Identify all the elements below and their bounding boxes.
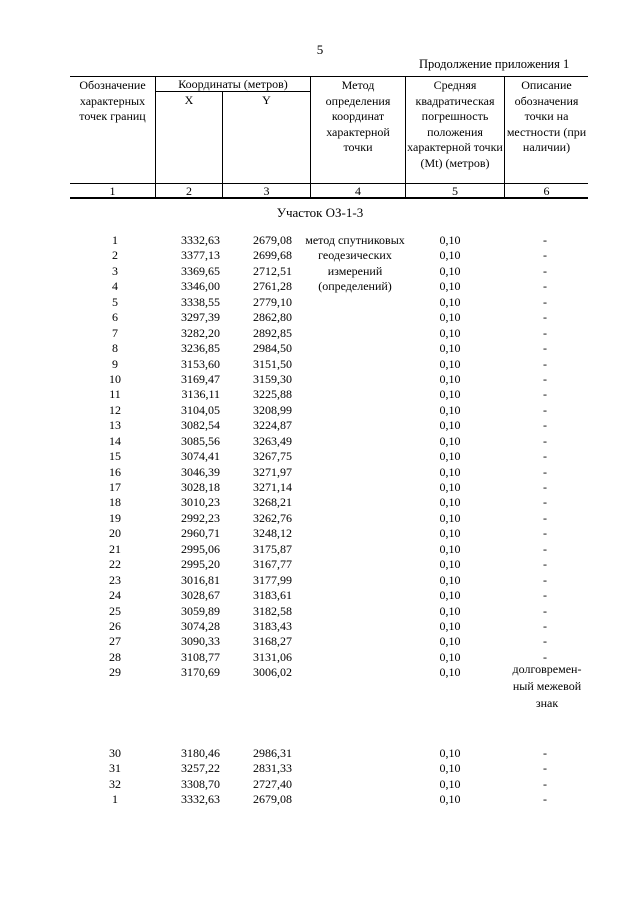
coord-x: 2995,20 (181, 557, 220, 572)
coord-y: 3271,97 (253, 464, 292, 479)
coord-y: 3262,76 (253, 510, 292, 525)
coord-y: 3267,75 (253, 449, 292, 464)
coord-x: 3090,33 (181, 634, 220, 649)
table-header (70, 76, 588, 199)
description-value: - (543, 603, 547, 618)
description-value: - (543, 294, 547, 309)
description-value: - (543, 263, 547, 278)
header-coordinates: Координаты (метров) (178, 77, 288, 91)
coord-x: 3257,22 (181, 761, 220, 776)
table-row (0, 495, 640, 510)
header-method: Метод определения координат характерной точки (325, 78, 391, 154)
coord-x: 3369,65 (181, 263, 220, 278)
point-number: 3 (112, 263, 118, 278)
point-number: 32 (109, 776, 121, 791)
point-number: 6 (112, 310, 118, 325)
table-row (0, 449, 640, 464)
error-value: 0,10 (439, 557, 461, 572)
description-value: - (543, 341, 547, 356)
coord-x: 3136,11 (181, 387, 220, 402)
table-row (0, 792, 640, 807)
error-value: 0,10 (439, 792, 461, 806)
error-value: 0,10 (439, 294, 461, 309)
coord-y: 2679,08 (253, 233, 292, 247)
coord-y: 3225,88 (253, 387, 292, 402)
point-number: 10 (109, 371, 121, 386)
coord-x: 3074,41 (181, 449, 220, 464)
point-number: 18 (109, 495, 121, 510)
error-value: 0,10 (439, 371, 461, 386)
point-number: 12 (109, 402, 121, 417)
table-row (0, 310, 640, 325)
table-row (0, 357, 640, 372)
table-row (0, 341, 640, 356)
coord-y: 3183,43 (253, 618, 292, 633)
header-number-4: 4 (355, 184, 361, 198)
header-point-designation: Обозначение характерных точек границ (79, 78, 146, 123)
error-value: 0,10 (439, 310, 461, 325)
coord-y: 2831,33 (253, 761, 292, 776)
error-value: 0,10 (439, 526, 461, 541)
table-row (0, 619, 640, 634)
point-number: 1 (112, 792, 118, 806)
page-number: 5 (316, 42, 324, 57)
point-number: 22 (109, 557, 121, 572)
coord-y: 3151,50 (253, 356, 292, 371)
point-number: 15 (109, 449, 121, 464)
table-row (0, 588, 640, 603)
coord-x: 3153,60 (181, 356, 220, 371)
description-value: - (543, 356, 547, 371)
table-row (0, 573, 640, 588)
coord-x: 3104,05 (181, 402, 220, 417)
description-value: - (543, 310, 547, 325)
description-value: - (543, 649, 547, 664)
table-row (0, 761, 640, 776)
error-value: 0,10 (439, 233, 461, 247)
description-value: - (543, 418, 547, 433)
point-number: 23 (109, 572, 121, 587)
description-value: - (543, 634, 547, 649)
coord-y: 3167,77 (253, 557, 292, 572)
error-value: 0,10 (439, 572, 461, 587)
error-value: 0,10 (439, 387, 461, 402)
error-value: 0,10 (439, 480, 461, 494)
error-value: 0,10 (439, 248, 461, 263)
coord-x: 3016,81 (181, 572, 220, 587)
coord-y: 3177,99 (253, 572, 292, 587)
header-description: Описание обозначения точки на местности (при наличии) (506, 78, 587, 154)
point-number: 30 (109, 745, 121, 760)
coord-y: 3006,02 (253, 665, 292, 680)
point-number: 28 (109, 649, 121, 664)
error-value: 0,10 (439, 495, 461, 510)
coord-y: 2892,85 (253, 325, 292, 340)
coord-y: 3248,12 (253, 526, 292, 541)
description-value: - (543, 495, 547, 510)
header-number-6: 6 (543, 184, 550, 198)
coord-x: 2992,23 (181, 510, 220, 525)
error-value: 0,10 (439, 776, 461, 791)
table-row (0, 777, 640, 792)
coord-x: 3028,67 (181, 588, 220, 603)
error-value: 0,10 (439, 263, 461, 278)
point-number: 13 (109, 418, 121, 433)
description-value: - (543, 248, 547, 263)
point-number: 29 (109, 665, 121, 680)
error-value: 0,10 (439, 588, 461, 603)
description-value: - (543, 792, 547, 806)
point-number: 7 (112, 325, 118, 340)
table-row (0, 604, 640, 619)
error-value: 0,10 (439, 618, 461, 633)
coord-x: 3074,28 (181, 618, 220, 633)
coord-y: 2862,80 (253, 310, 292, 325)
point-number: 27 (109, 634, 121, 649)
point-number: 20 (109, 526, 121, 541)
description-value: - (543, 541, 547, 556)
coord-y: 3131,06 (253, 649, 292, 664)
point-number: 1 (112, 233, 118, 247)
error-value: 0,10 (439, 418, 461, 433)
header-number-1: 1 (109, 184, 116, 198)
error-value: 0,10 (439, 341, 461, 356)
table-row (0, 465, 640, 480)
coord-x: 3332,63 (181, 792, 220, 806)
header-number-3: 3 (263, 184, 270, 198)
description-value: - (543, 402, 547, 417)
description-value: - (543, 557, 547, 572)
coord-x: 3108,77 (181, 649, 220, 664)
table-row (0, 511, 640, 526)
description-value: - (543, 510, 547, 525)
point-number: 17 (109, 480, 121, 494)
coord-y: 3168,27 (253, 634, 292, 649)
coord-x: 3236,85 (181, 341, 220, 356)
table-row (0, 387, 640, 402)
error-value: 0,10 (439, 761, 461, 776)
error-value: 0,10 (439, 402, 461, 417)
table-row (0, 295, 640, 310)
description-value: - (543, 776, 547, 791)
description-value: - (543, 387, 547, 402)
table-row (0, 403, 640, 418)
coord-y: 3182,58 (253, 603, 292, 618)
description-value: - (543, 371, 547, 386)
coord-x: 3338,55 (181, 294, 220, 309)
point-number: 25 (109, 603, 121, 618)
coord-x: 3059,89 (181, 603, 220, 618)
coord-y: 3183,61 (253, 588, 292, 603)
description-value: - (543, 761, 547, 776)
coord-y: 2699,68 (253, 248, 292, 263)
coord-x: 3046,39 (181, 464, 220, 479)
table-row (0, 434, 640, 449)
coord-x: 3308,70 (181, 776, 220, 791)
coord-x: 3028,18 (181, 480, 220, 494)
description-value: - (543, 572, 547, 587)
table-row (0, 746, 640, 761)
description-value: - (543, 618, 547, 633)
error-value: 0,10 (439, 634, 461, 649)
point-number: 11 (109, 387, 121, 402)
coord-y: 2727,40 (253, 776, 292, 791)
table-row (0, 480, 640, 495)
description-value: - (543, 449, 547, 464)
header-number-2: 2 (186, 184, 192, 198)
description-value: - (543, 745, 547, 760)
description-value: - (543, 325, 547, 340)
coord-x: 3346,00 (181, 279, 220, 294)
error-value: 0,10 (439, 541, 461, 556)
error-value: 0,10 (439, 279, 461, 294)
point-number: 19 (109, 510, 121, 525)
coord-x: 3082,54 (181, 418, 220, 433)
coord-x: 3180,46 (181, 745, 220, 760)
table-row (0, 418, 640, 433)
coord-y: 3271,14 (253, 480, 292, 494)
point-number: 21 (109, 541, 121, 556)
point-number: 2 (112, 248, 118, 263)
error-value: 0,10 (439, 356, 461, 371)
coord-x: 3377,13 (181, 248, 220, 263)
point-number: 26 (109, 618, 121, 633)
point-number: 16 (109, 464, 121, 479)
coord-y: 3208,99 (253, 402, 292, 417)
error-value: 0,10 (439, 464, 461, 479)
point-number: 4 (112, 279, 118, 294)
header-number-5: 5 (452, 184, 458, 198)
error-value: 0,10 (439, 665, 461, 680)
coord-y: 3159,30 (253, 371, 292, 386)
coord-x: 2995,06 (181, 541, 220, 556)
coord-y: 2986,31 (253, 745, 292, 760)
coord-y: 3268,21 (253, 495, 292, 510)
coord-y: 2712,51 (253, 263, 292, 278)
coord-x: 3085,56 (181, 433, 220, 448)
description-value: - (543, 480, 547, 494)
coord-y: 3224,87 (253, 418, 292, 433)
table-row (0, 557, 640, 572)
header-error: Средняя квадратическая погрешность положения характерной точки (Mt) (метров) (407, 78, 503, 170)
coord-y: 3263,49 (253, 433, 292, 448)
section-title: Участок ОЗ-1-3 (276, 205, 364, 220)
error-value: 0,10 (439, 745, 461, 760)
error-value: 0,10 (439, 510, 461, 525)
continuation-note: Продолжение приложения 1 (419, 57, 570, 71)
description-value: - (543, 464, 547, 479)
description-value: - (543, 433, 547, 448)
error-value: 0,10 (439, 603, 461, 618)
coord-x: 3010,23 (181, 495, 220, 510)
table-row (0, 526, 640, 541)
point-number: 8 (112, 341, 118, 356)
point-number: 31 (109, 761, 121, 776)
table-body (0, 233, 640, 807)
error-value: 0,10 (439, 325, 461, 340)
point-29-description: долговремен-ный межевой знак (512, 662, 582, 710)
description-value: - (543, 588, 547, 603)
coord-x: 3282,20 (181, 325, 220, 340)
point-number: 14 (109, 433, 121, 448)
point-number: 9 (112, 356, 118, 371)
table-row (0, 634, 640, 649)
description-value: - (543, 233, 547, 247)
coord-x: 3297,39 (181, 310, 220, 325)
coord-y: 3175,87 (253, 541, 292, 556)
coord-y: 2984,50 (253, 341, 292, 356)
coord-x: 2960,71 (181, 526, 220, 541)
coord-x: 3170,69 (181, 665, 220, 680)
header-y: Y (262, 93, 271, 107)
coord-x: 3332,63 (181, 233, 220, 247)
error-value: 0,10 (439, 449, 461, 464)
coord-y: 2679,08 (253, 792, 292, 806)
coord-y: 2779,10 (253, 294, 292, 309)
coord-x: 3169,47 (181, 371, 220, 386)
coord-y: 2761,28 (253, 279, 292, 294)
description-value: - (543, 279, 547, 294)
table-row (0, 542, 640, 557)
method-text: метод спутниковых геодезических измерений (определений) (305, 233, 405, 294)
table-row (0, 372, 640, 387)
header-x: X (184, 93, 194, 107)
description-value: - (543, 526, 547, 541)
error-value: 0,10 (439, 649, 461, 664)
point-number: 5 (112, 294, 118, 309)
table-row (0, 326, 640, 341)
error-value: 0,10 (439, 433, 461, 448)
point-number: 24 (109, 588, 121, 603)
